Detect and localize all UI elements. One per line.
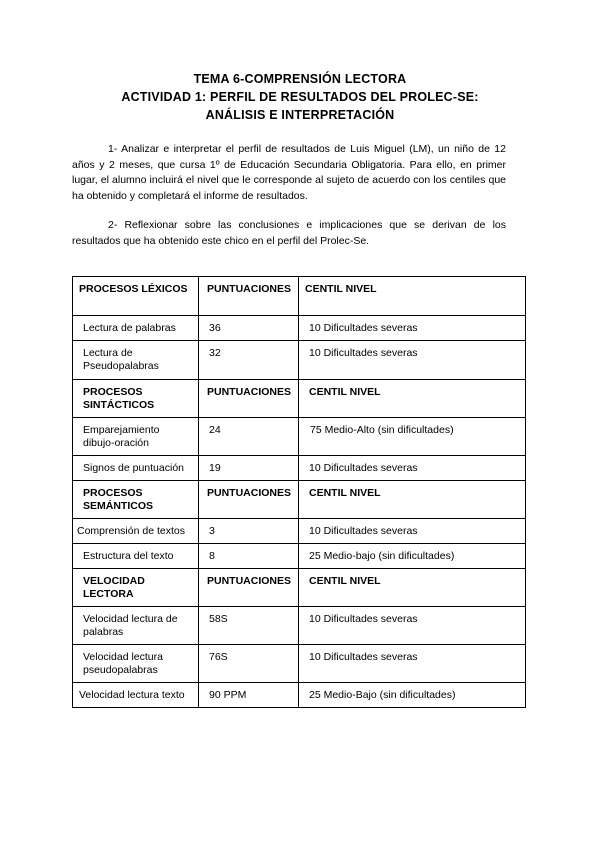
row-score: 32 [209,347,221,359]
row-label-cell [73,607,199,645]
row-level: 25 Medio-bajo (sin dificultades) [309,550,455,562]
centil-header: CENTIL NIVEL [309,487,381,499]
row-score-cell [199,607,299,645]
instruction-paragraph-2 [72,218,506,249]
table-row [73,341,526,380]
table-row [73,456,526,481]
row-level-cell [299,316,526,341]
section-header-row [73,569,526,607]
row-score-cell [199,544,299,569]
section-title: PROCESOS SINTÁCTICOS [83,386,155,411]
scores-header-cell [199,569,299,607]
row-score-cell [199,316,299,341]
row-score: 24 [209,424,221,436]
row-label: Velocidad lectura texto [79,689,185,701]
row-label: Velocidad lectura pseudopalabras [83,651,163,676]
row-level: 10 Dificultades severas [309,525,418,537]
row-label-cell [73,456,199,481]
row-label: Velocidad lectura de palabras [83,613,178,638]
centil-header-cell [299,569,526,607]
row-score-cell [199,456,299,481]
row-label: Lectura de palabras [83,322,176,334]
results-table [72,276,526,708]
instruction-text-2: 2- Reflexionar sobre las conclusiones e implicaciones que se derivan de los resultados que ha obtenido este chico en el perfil del Prolec-Se. [72,219,506,247]
row-score: 3 [209,525,215,537]
section-title: PROCESOS SEMÁNTICOS [83,487,154,512]
page-title-line-1: TEMA 6-COMPRENSIÓN LECTORA [193,72,407,86]
row-label-cell [73,418,199,456]
row-level-cell [299,519,526,544]
row-level-cell [299,607,526,645]
table-row [73,544,526,569]
row-level-cell [299,544,526,569]
row-level: 10 Dificultades severas [309,347,418,359]
row-level: 75 Medio-Alto (sin dificultades) [310,424,454,436]
table-row [73,607,526,645]
row-label: Comprensión de textos [77,525,185,537]
scores-header: PUNTUACIONES [206,283,291,295]
row-label-cell [73,519,199,544]
row-score-cell [199,519,299,544]
section-title-cell [73,380,199,418]
scores-header: PUNTUACIONES [206,487,291,499]
row-level: 25 Medio-Bajo (sin dificultades) [309,689,456,701]
row-score: 19 [209,462,221,474]
row-label-cell [73,316,199,341]
section-title: VELOCIDAD LECTORA [83,575,145,600]
centil-header: CENTIL NIVEL [305,283,377,295]
row-score-cell [199,341,299,380]
row-label: Lectura de Pseudopalabras [83,347,159,372]
section-header-row [73,277,526,316]
row-score: 76S [209,651,228,663]
row-score-cell [199,418,299,456]
row-level-cell [299,341,526,380]
row-level-cell [299,645,526,683]
row-score: 58S [209,613,228,625]
row-level: 10 Dificultades severas [309,462,418,474]
row-label-cell [73,341,199,380]
table-row [73,316,526,341]
row-label: Emparejamiento dibujo-oración [83,424,160,449]
table-row [73,683,526,708]
section-title: PROCESOS LÉXICOS [79,283,188,295]
section-title-cell [73,277,199,316]
centil-header-cell [299,481,526,519]
row-score: 8 [209,550,215,562]
section-header-row [73,380,526,418]
table-row [73,519,526,544]
row-level: 10 Dificultades severas [309,322,418,334]
row-label-cell [73,683,199,708]
centil-header: CENTIL NIVEL [309,575,381,587]
scores-header-cell [199,380,299,418]
section-title-cell [73,481,199,519]
scores-header-cell [199,481,299,519]
row-level-cell [299,456,526,481]
table-row [73,645,526,683]
page-title-line-3: ANÁLISIS E INTERPRETACIÓN [205,108,395,122]
row-score-cell [199,683,299,708]
row-label: Estructura del texto [83,550,174,562]
row-score: 36 [209,322,221,334]
row-level-cell [299,683,526,708]
instruction-paragraph-1 [72,142,506,204]
centil-header-cell [299,380,526,418]
scores-header-cell [199,277,299,316]
instruction-text-1: 1- Analizar e interpretar el perfil de resultados de Luis Miguel (LM), un niño de 12 años y 2 meses, que cursa 1º de Educación Secundaria Obligatoria. Para ello, en primer lugar, el alumno incluirá el nivel que le corresponde al sujeto de acuerdo con los centiles que ha obtenido y completará el informe de resultados. [72,143,506,202]
scores-header: PUNTUACIONES [206,575,291,587]
scores-header: PUNTUACIONES [206,386,291,398]
centil-header: CENTIL NIVEL [309,386,381,398]
page-title-line-2: ACTIVIDAD 1: PERFIL DE RESULTADOS DEL PROLEC-SE: [121,90,479,104]
row-level: 10 Dificultades severas [309,651,418,663]
row-level-cell [299,418,526,456]
section-title-cell [73,569,199,607]
section-header-row [73,481,526,519]
row-level: 10 Dificultades severas [309,613,418,625]
centil-header-cell [299,277,526,316]
row-label-cell [73,544,199,569]
row-score-cell [199,645,299,683]
row-score: 90 PPM [209,689,247,701]
table-row [73,418,526,456]
row-label: Signos de puntuación [83,462,184,474]
row-label-cell [73,645,199,683]
